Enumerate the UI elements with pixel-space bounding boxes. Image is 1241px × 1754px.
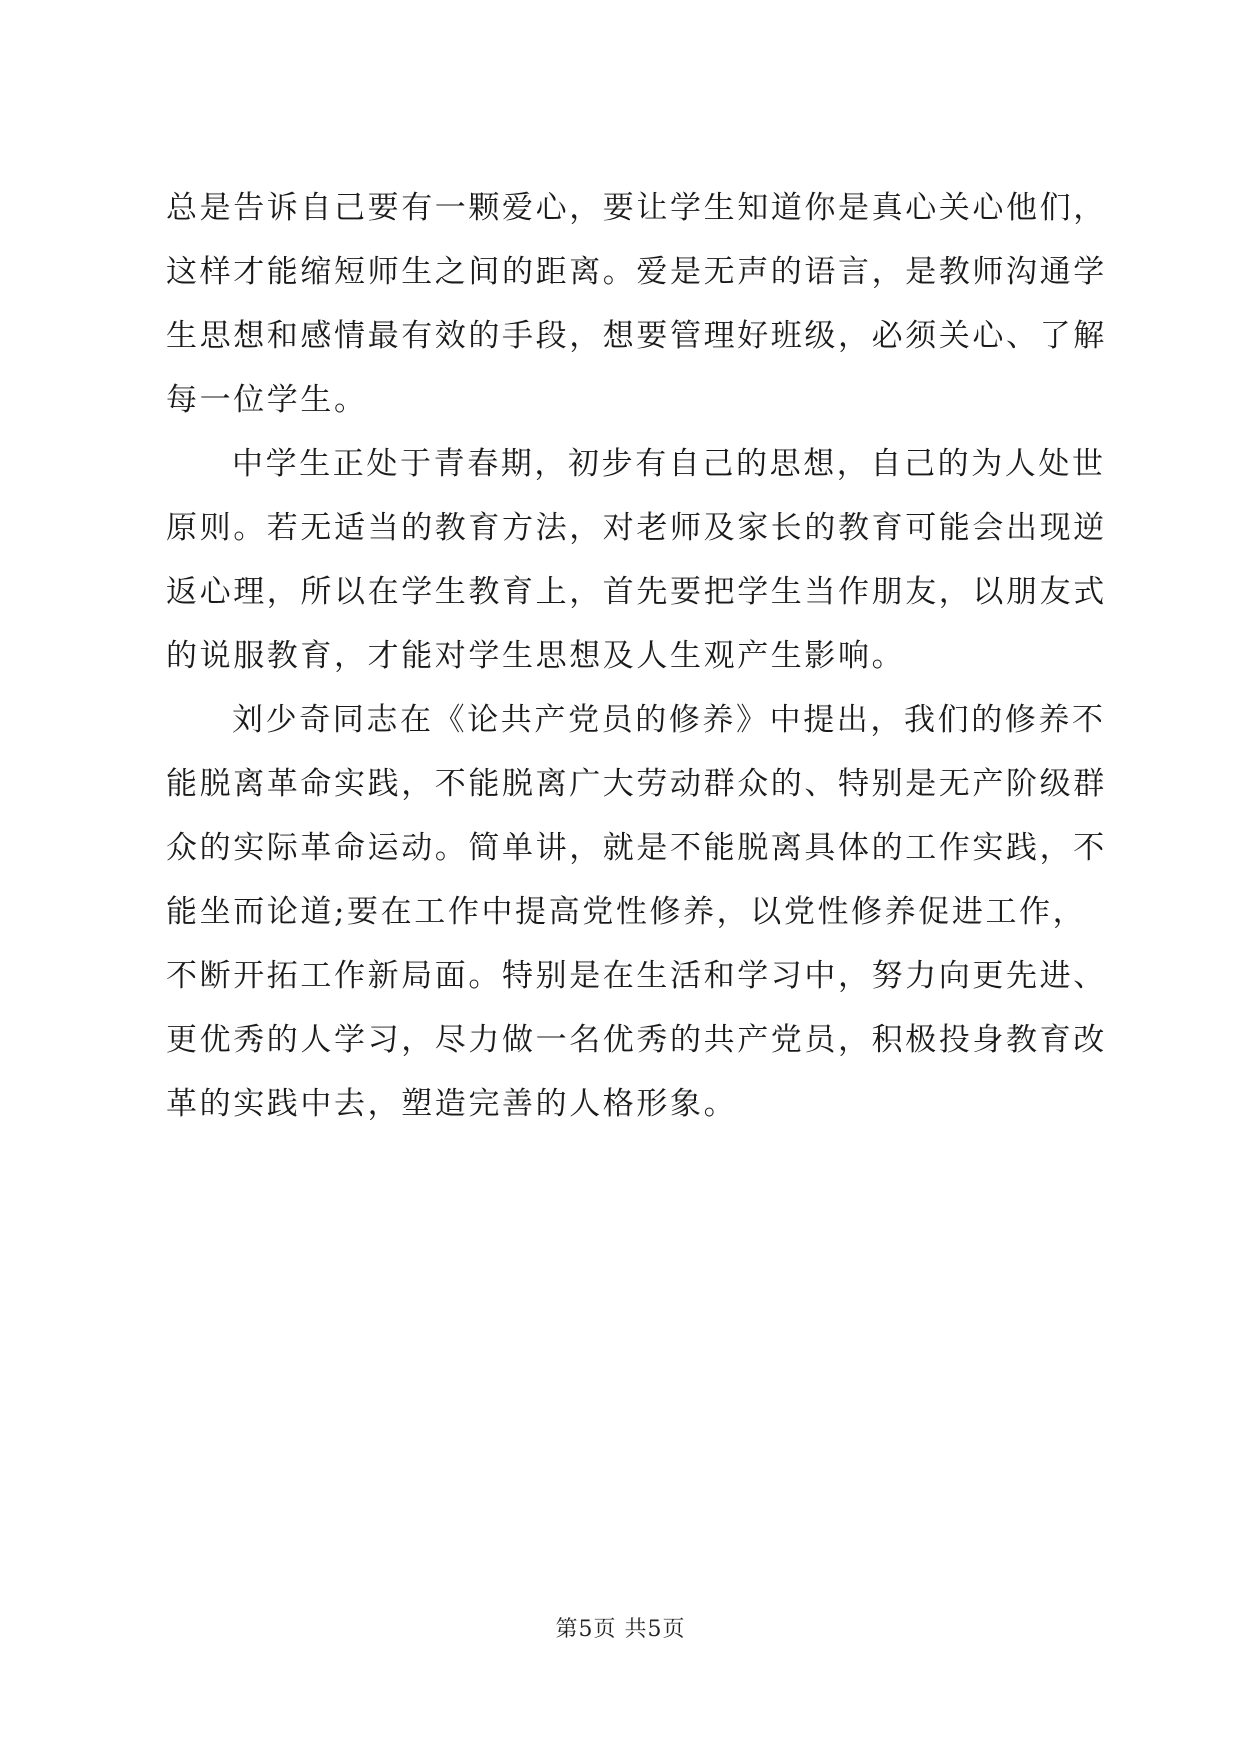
paragraph-first-line: 刘少奇同志在《论共产党员的修养》中提出，我们的修养不 <box>232 702 1106 738</box>
text-line: 众的实际革命运动。简单讲，就是不能脱离具体的工作实践，不 <box>166 830 1107 866</box>
body-text <box>166 176 1107 1136</box>
text-line: 这样才能缩短师生之间的距离。爱是无声的语言，是教师沟通学 <box>166 254 1107 290</box>
paragraph-first-line: 中学生正处于青春期，初步有自己的思想，自己的为人处世 <box>232 446 1106 482</box>
text-line: 每一位学生。 <box>166 382 368 418</box>
page-footer <box>0 1615 1241 1645</box>
text-line: 生思想和感情最有效的手段，想要管理好班级，必须关心、了解 <box>166 318 1107 354</box>
text-line: 总是告诉自己要有一颗爱心，要让学生知道你是真心关心他们， <box>166 190 1107 226</box>
text-line: 返心理，所以在学生教育上，首先要把学生当作朋友，以朋友式 <box>166 574 1107 610</box>
text-line: 的说服教育，才能对学生思想及人生观产生影响。 <box>166 638 906 674</box>
text-line: 能坐而论道;要在工作中提高党性修养，以党性修养促进工作， <box>166 894 1087 930</box>
text-line: 更优秀的人学习，尽力做一名优秀的共产党员，积极投身教育改 <box>166 1022 1107 1058</box>
text-line: 不断开拓工作新局面。特别是在生活和学习中，努力向更先进、 <box>166 958 1107 994</box>
text-line: 原则。若无适当的教育方法，对老师及家长的教育可能会出现逆 <box>166 510 1107 546</box>
page-number-label: 第5页 共5页 <box>555 1617 686 1642</box>
text-line: 革的实践中去，塑造完善的人格形象。 <box>166 1086 738 1122</box>
text-line: 能脱离革命实践，不能脱离广大劳动群众的、特别是无产阶级群 <box>166 766 1107 802</box>
